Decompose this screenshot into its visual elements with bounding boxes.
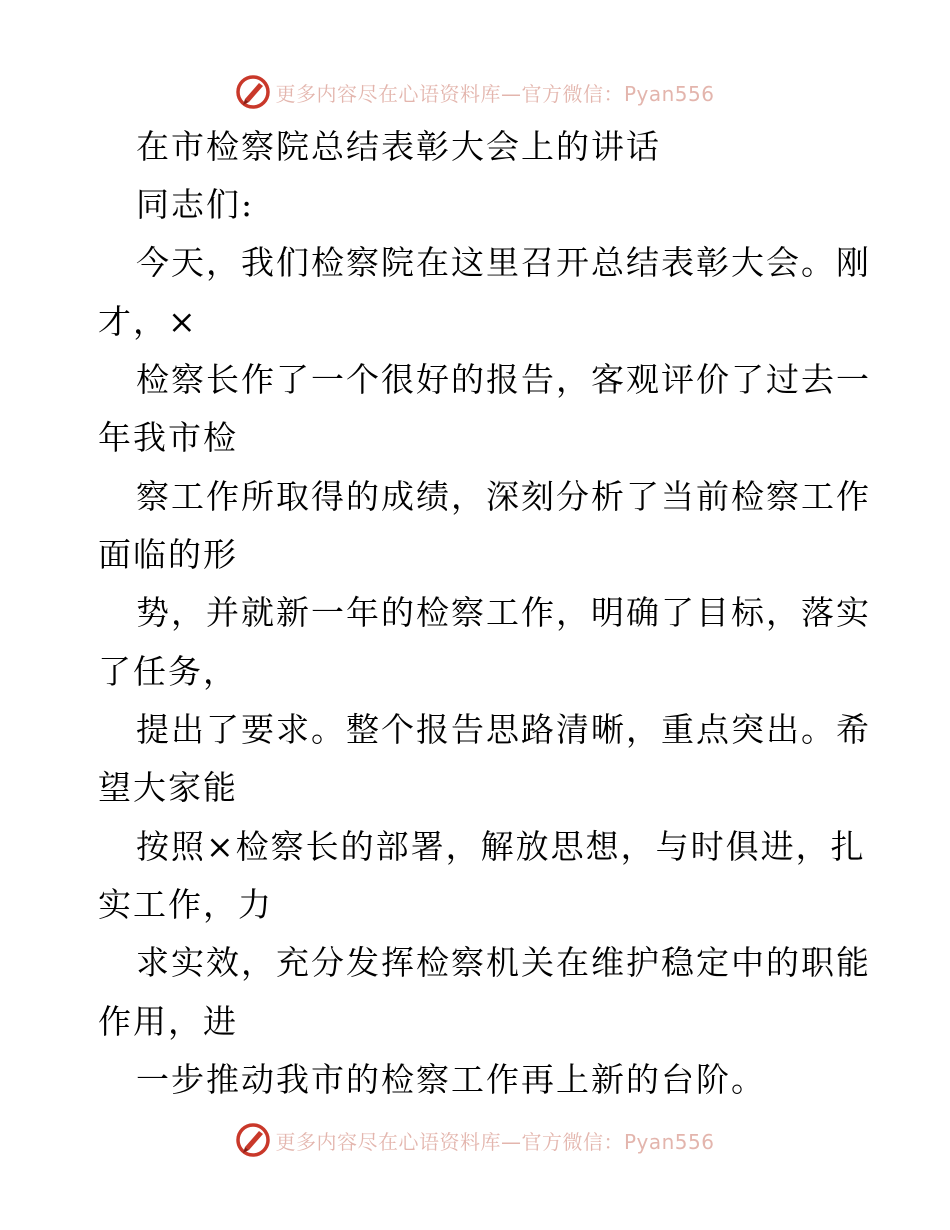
header-watermark [0,72,950,112]
footer-watermark [0,1120,950,1160]
text-line: 察工作所取得的成绩，深刻分析了当前检察工作 [136,477,871,516]
salutation: 同志们: [136,185,255,224]
pen-logo-icon [235,74,271,110]
text-line: 年我市检 [98,418,238,457]
text-line: 实工作，力 [98,885,273,924]
watermark-text: 更多内容尽在心语资料库—官方微信：Pyan556 [275,81,715,106]
text-line: 面临的形 [98,535,238,574]
watermark-text: 更多内容尽在心语资料库—官方微信：Pyan556 [275,1129,715,1154]
text-line: 作用，进 [98,1002,238,1041]
text-line: 一步推动我市的检察工作再上新的台阶。 [136,1060,766,1099]
text-line: 检察长作了一个很好的报告，客观评价了过去一 [136,360,871,399]
pen-logo-icon [235,1122,271,1158]
text-line: 势，并就新一年的检察工作，明确了目标，落实 [136,593,871,632]
document-title: 在市检察院总结表彰大会上的讲话 [136,127,661,166]
text-line: 才，× [98,302,198,341]
text-line: 了任务， [98,652,238,691]
text-line: 提出了要求。整个报告思路清晰，重点突出。希 [136,710,871,749]
text-line: 今天，我们检察院在这里召开总结表彰大会。刚 [136,243,871,282]
text-line: 求实效，充分发挥检察机关在维护稳定中的职能 [136,943,871,982]
text-line: 按照×检察长的部署，解放思想，与时俱进，扎 [136,827,866,866]
text-line: 望大家能 [98,768,238,807]
